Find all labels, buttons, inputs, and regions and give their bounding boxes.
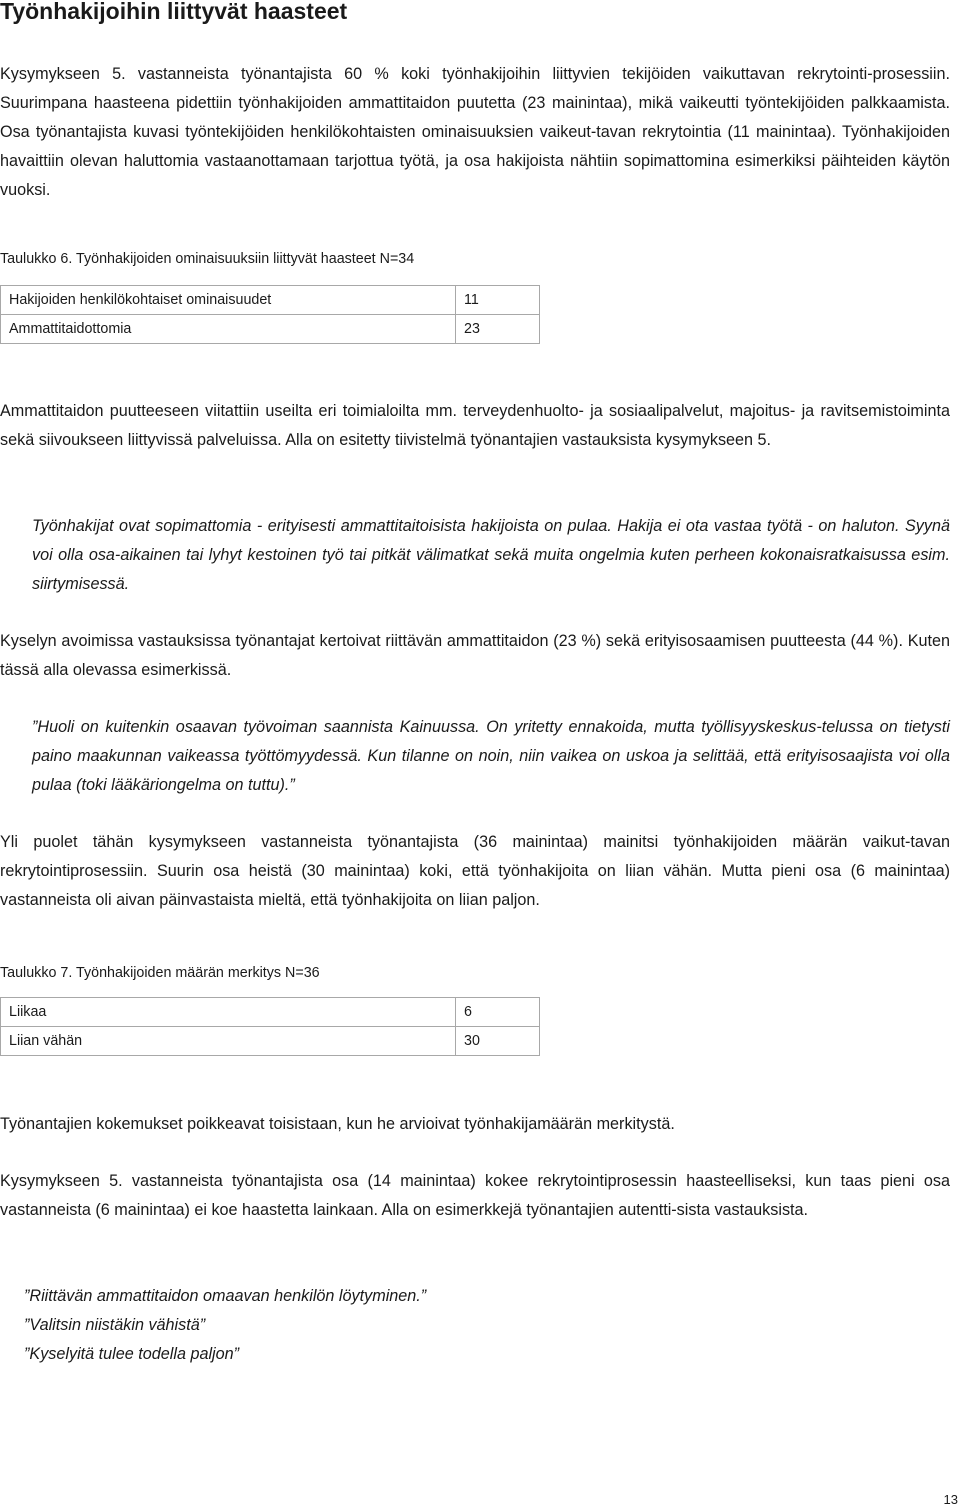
open-answers-paragraph: Kyselyn avoimissa vastauksissa työnantajat kertoivat riittävän ammattitaidon (23 %) sekä erityisosaamisen puutteesta (44 %). Kuten tässä alla olevassa esimerkissä. (0, 632, 950, 679)
table7-caption: Taulukko 7. Työnhakijoiden määrän merkitys N=36 (0, 965, 320, 981)
table-cell-label: Ammattitaidottomia (1, 315, 456, 344)
table-cell-value: 23 (456, 315, 540, 344)
table-cell-value: 6 (456, 998, 540, 1027)
table7 (0, 997, 540, 1056)
applicant-count-paragraph: Yli puolet tähän kysymykseen vastanneista työnantajista (36 mainintaa) mainitsi työnhakijoiden määrän vaikut-tavan rekrytointiprosessiin. Suurin osa heistä (30 mainintaa) koki, että työnhakijoita on liian vähän. Mutta pieni osa (6 mainintaa) vastanneista oli aivan päinvastaista mieltä, että työnhakijoita on liian paljon. (0, 833, 950, 909)
table6-caption: Taulukko 6. Työnhakijoiden ominaisuuksiin liittyvät haasteet N=34 (0, 251, 415, 267)
table-cell-label: Hakijoiden henkilökohtaiset ominaisuudet (1, 286, 456, 315)
table6 (0, 285, 540, 344)
page-title: Työnhakijoihin liittyvät haasteet (0, 0, 348, 24)
table-row (1, 998, 540, 1027)
table-row (1, 286, 540, 315)
quote-3: ”Kyselyitä tulee todella paljon” (24, 1345, 240, 1363)
challenge-paragraph: Kysymykseen 5. vastanneista työnantajista osa (14 mainintaa) kokee rekrytointiprosessin haasteelliseksi, kun taas pieni osa vastanneista (6 mainintaa) ei koe haastetta lainkaan. Alla on esimerkkejä työnantajien autentti-sista vastauksista. (0, 1172, 950, 1219)
summary-paragraph: Työnhakijat ovat sopimattomia - erityisesti ammattitaitoisista hakijoista on pulaa. Hakija ei ota vastaa työtä - on haluton. Syynä voi olla osa-aikainen tai lyhyt kestoinen työ tai pitkät välimatkat sekä muita ongelmia kuten perheen kokonaisratkaisussa esim. siirtymisessä. (32, 517, 950, 593)
intro-paragraph: Kysymykseen 5. vastanneista työnantajista 60 % koki työnhakijoihin liittyvien tekijöiden vaikuttavan rekrytointi-prosessiin. Suurimpana haasteena pidettiin työnhakijoiden ammattitaidon puutetta (23 mainintaa), mikä vaikeutti työntekijöiden palkkaamista. Osa työnantajista kuvasi työntekijöiden henkilökohtaisten ominaisuuksien vaikeut-tavan rekrytointia (11 mainintaa). Työnhakijoiden havaittiin olevan haluttomia vastaanottamaan tarjottua työtä, ja osa hakijoista nähtiin sopimattomina esimerkiksi päihteiden käytön vuoksi. (0, 65, 950, 199)
table-cell-label: Liian vähän (1, 1027, 456, 1056)
table-row (1, 315, 540, 344)
table-row (1, 1027, 540, 1056)
skills-paragraph: Ammattitaidon puutteeseen viitattiin useilta eri toimialoilta mm. terveydenhuolto- ja sosiaalipalvelut, majoitus- ja ravitsemistoiminta sekä siivoukseen liittyvissä palveluissa. Alla on esitetty tiivistelmä työnantajien vastauksista kysymykseen 5. (0, 402, 950, 449)
quote-paragraph: ”Huoli on kuitenkin osaavan työvoiman saannista Kainuussa. On yritetty ennakoida, mutta työllisyyskeskus-telussa on tietysti paino maakunnan vaikeassa työttömyydessä. Kun tilanne on noin, niin vaikea on uskoa ja selittää, että erityisosaajista voi olla pulaa (toki lääkäriongelma on tuttu).” (32, 718, 950, 794)
experience-paragraph: Työnantajien kokemukset poikkeavat toisistaan, kun he arvioivat työnhakijamäärän merkitystä. (0, 1115, 675, 1133)
quote-1: ”Riittävän ammattitaidon omaavan henkilön löytyminen.” (24, 1287, 427, 1305)
table-cell-value: 30 (456, 1027, 540, 1056)
table-cell-label: Liikaa (1, 998, 456, 1027)
quote-2: ”Valitsin niistäkin vähistä” (24, 1316, 206, 1334)
table-cell-value: 11 (456, 286, 540, 315)
page-number: 13 (943, 1492, 958, 1507)
